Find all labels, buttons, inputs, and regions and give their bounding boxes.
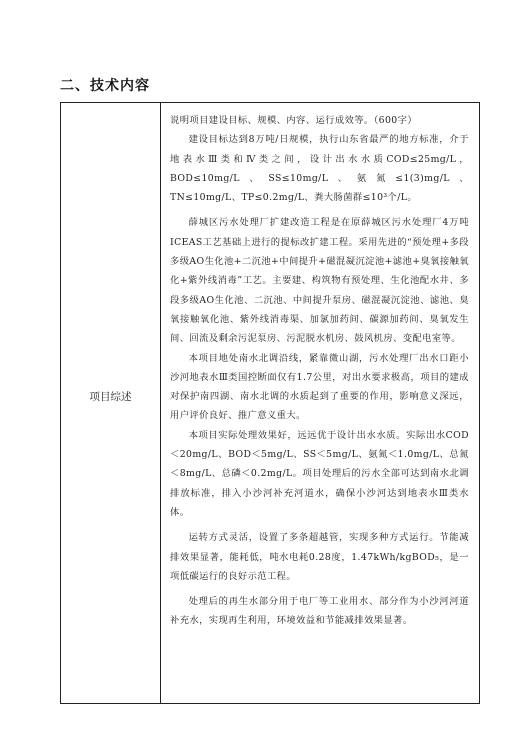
paragraph-location: 本项目地处南水北调沿线，紧靠微山湖，污水处理厂出水口距小沙河地表水Ⅲ类国控断面仅有1.7公里，对出水要求极高，项目的建成对保护南四湖、南水北调的水质起到了重要的作用，影响意义深远，用户评价良好、推广意义重大。 bbox=[170, 352, 469, 422]
paragraph-operation: 运转方式灵活，设置了多条超越管，实现多种方式运行。节能减排效果显著，能耗低，吨水电耗0.28度，1.47kWh/kgBOD₅，是一项低碳运行的良好示范工程。 bbox=[170, 532, 469, 582]
paragraph-construction-goal: 建设目标达到8万吨/日规模，执行山东省最严的地方标准，介于地表水Ⅲ类和Ⅳ类之间，设计出水水质COD≤25mg/L，BOD≤10mg/L、SS≤10mg/L、氨氮≤1(3)mg/L、TN≤10mg/L、TP≤0.2mg/L、粪大肠菌群≤10³个/L。 bbox=[170, 134, 469, 204]
row-label: 项目综述 bbox=[89, 391, 132, 403]
project-overview-table bbox=[60, 102, 480, 704]
instruction-text: 说明项目建设目标、规模、内容、运行成效等。（600字） bbox=[170, 115, 418, 126]
paragraph-process: 薛城区污水处理厂扩建改造工程是在原薛城区污水处理厂4万吨ICEAS工艺基础上进行的提标改扩建工程。采用先进的“预处理+多段多级AO生化池+二沉池+中间提升+磁混凝沉淀池+滤池+臭氧接触氧化+紫外线消毒”工艺。主要建、构筑物有预处理、生化池配水井、多段多级AO生化池、二沉池、中间提升泵房、磁混凝沉淀池、滤池、臭氧接触氧化池、紫外线消毒渠、加氯加药间、碳源加药间、臭氧发生间、回流及剩余污泥泵房、污泥脱水机房、鼓风机房、变配电室等。 bbox=[170, 217, 469, 345]
label-cell bbox=[61, 103, 161, 703]
section-heading: 二、技术内容 bbox=[60, 78, 150, 94]
content-cell bbox=[161, 103, 479, 703]
paragraph-reuse: 处理后的再生水部分用于电厂等工业用水、部分作为小沙河河道补充水，实现再生利用，环境效益和节能减排效果显著。 bbox=[170, 596, 469, 627]
paragraph-effect: 本项目实际处理效果好，远远优于设计出水水质。实际出水COD＜20mg/L、BOD＜5mg/L、SS＜5mg/L、氨氮＜1.0mg/L、总氮＜8mg/L、总磷＜0.2mg/L。项目处理后的污水全部可达到南水北调排放标准，排入小沙河补充河道水，确保小沙河达到地表水Ⅲ类水体。 bbox=[170, 429, 469, 518]
